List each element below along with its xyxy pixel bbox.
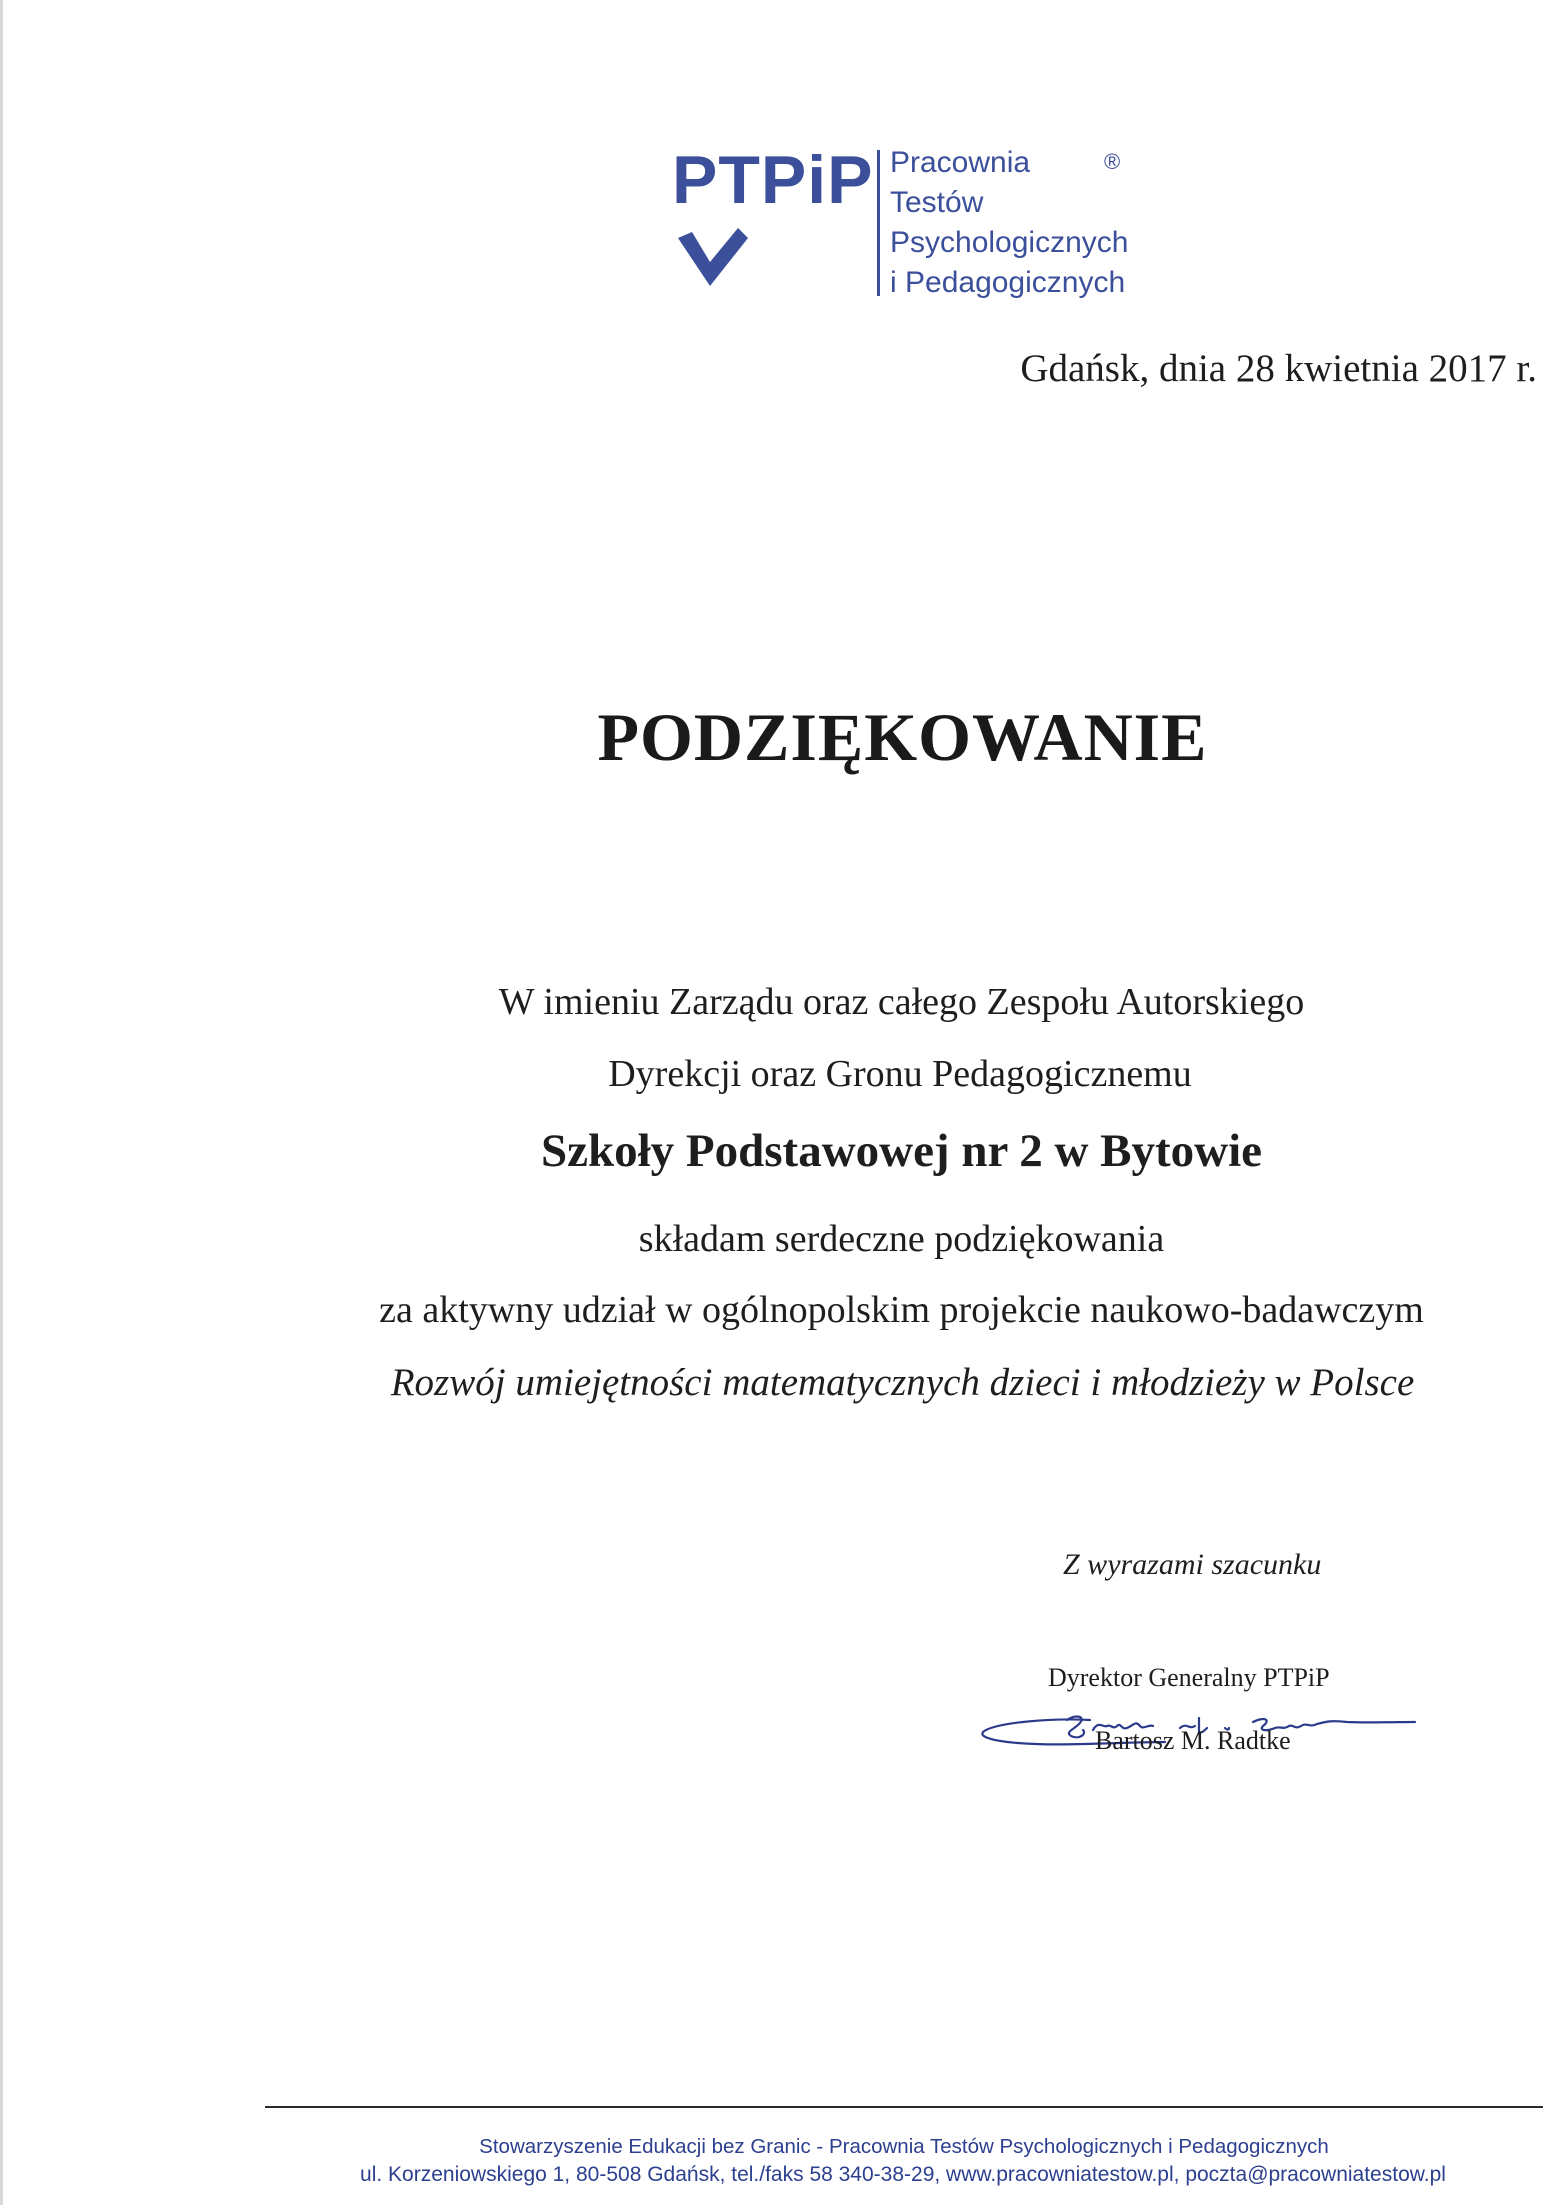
logo-acronym: PTPiP [672,142,874,218]
signer-name: Bartosz M. Radtke [1095,1726,1291,1755]
logo-line: Testów [890,186,984,219]
footer-divider [265,2106,1543,2108]
footer-organization: Stowarzyszenie Edukacji bez Granic - Pracownia Testów Psychologicznych i Pedagogicznych [479,2135,1329,2158]
school-name: Szkoły Podstawowej nr 2 w Bytowie [540,1125,1263,1177]
checkmark-icon [678,228,748,288]
document-title: PODZIĘKOWANIE [597,699,1208,775]
logo-line: i Pedagogicznych [890,266,1126,299]
registered-mark: ® [1104,149,1121,174]
footer-contact: ul. Korzeniowskiego 1, 80-508 Gdańsk, tel./faks 58 340-38-29, www.pracowniatestow.pl, poczta@pracowniatestow.pl [360,2163,1446,2186]
body-line: Dyrekcji oraz Gronu Pedagogicznemu [608,1053,1192,1095]
logo-line: Psychologicznych [890,226,1129,259]
logo-line: Pracownia [890,146,1031,179]
body-line: W imieniu Zarządu oraz całego Zespołu Autorskiego [498,981,1305,1023]
body-line: składam serdeczne podziękowania [638,1218,1165,1260]
ptpip-logo [672,140,1132,300]
project-name: Rozwój umiejętności matematycznych dzieci i młodzieży w Polsce [390,1361,1415,1404]
page-edge [0,0,3,2205]
body-line: za aktywny udział w ogólnopolskim projekcie naukowo-badawczym [379,1289,1424,1331]
closing-regards: Z wyrazami szacunku [1063,1548,1322,1581]
logo-divider [877,150,880,296]
place-date: Gdańsk, dnia 28 kwietnia 2017 r. [1020,347,1537,390]
logo-wordmark [890,143,1128,303]
signer-title: Dyrektor Generalny PTPiP [1048,1663,1330,1692]
